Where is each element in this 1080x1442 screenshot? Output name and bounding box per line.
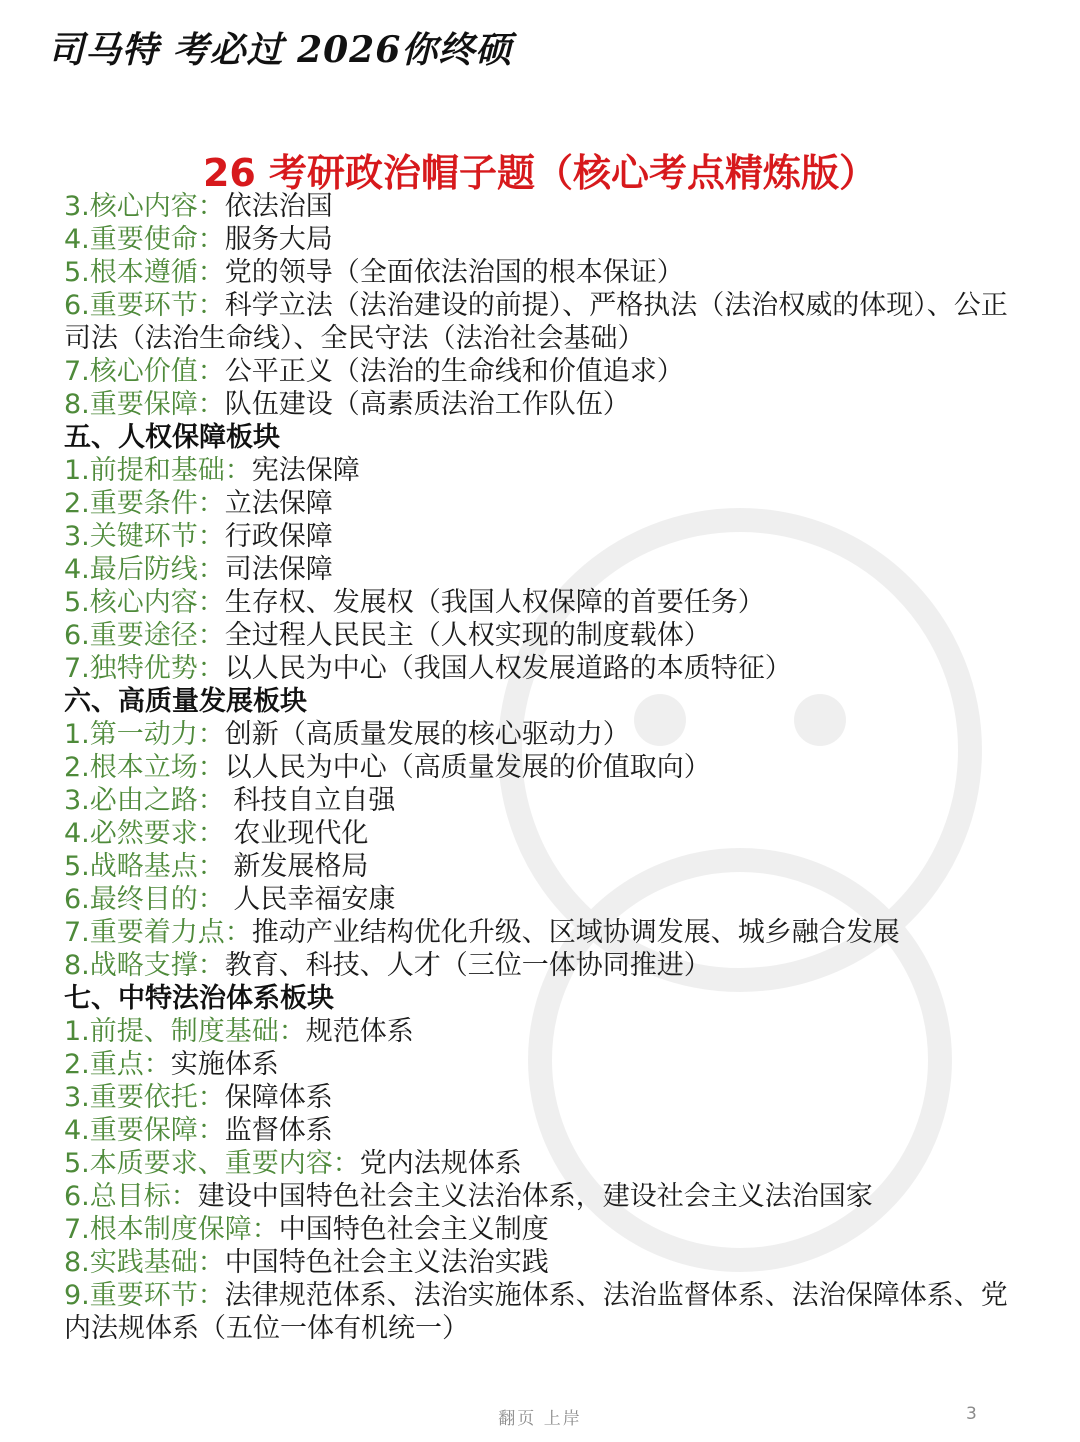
- list-item: [64, 916, 1024, 949]
- item-label: 3.核心内容：: [64, 191, 225, 222]
- item-value: 实施体系: [170, 1049, 279, 1080]
- list-item: [64, 520, 1024, 553]
- list-item: [64, 1246, 1024, 1279]
- item-label: 8.实践基础：: [64, 1247, 225, 1278]
- item-label: 1.前提、制度基础：: [64, 1016, 306, 1047]
- list-item: [64, 586, 1024, 619]
- list-item: [64, 1147, 1024, 1180]
- list-item: [64, 1114, 1024, 1147]
- item-value: 建设中国特色社会主义法治体系，建设社会主义法治国家: [197, 1181, 873, 1212]
- list-item: [64, 850, 1024, 883]
- item-value: 以人民为中心（高质量发展的价值取向）: [224, 752, 711, 783]
- item-label: 4.必然要求：: [64, 818, 225, 849]
- item-label: 3.关键环节：: [64, 521, 225, 552]
- page-title: 26 考研政治帽子题（核心考点精炼版）: [202, 151, 878, 195]
- item-value: 人民幸福安康: [224, 884, 396, 915]
- list-item: [64, 619, 1024, 652]
- list-item: [64, 487, 1024, 520]
- item-label: 4.重要使命：: [64, 224, 225, 255]
- item-value: 依法治国: [224, 191, 333, 222]
- item-value: 中国特色社会主义制度: [278, 1214, 549, 1245]
- list-item: [64, 1180, 1024, 1213]
- list-item: [64, 652, 1024, 685]
- list-item: [64, 751, 1024, 784]
- item-label: 6.总目标：: [64, 1181, 198, 1212]
- list-item: [64, 784, 1024, 817]
- item-label: 4.最后防线：: [64, 554, 225, 585]
- item-label: 6.最终目的：: [64, 884, 225, 915]
- item-label: 8.战略支撑：: [64, 950, 225, 981]
- list-item: [64, 949, 1024, 982]
- item-value: 科学立法（法治建设的前提）、严格执法（法治权威的体现）、公正司法（法治生命线）、全民守法（法治社会基础）: [64, 290, 1008, 354]
- item-value: 司法保障: [224, 554, 333, 585]
- item-label: 3.重要依托：: [64, 1082, 225, 1113]
- item-value: 推动产业结构优化升级、区域协调发展、城乡融合发展: [251, 917, 900, 948]
- item-value: 规范体系: [305, 1016, 414, 1047]
- list-item: [64, 388, 1024, 421]
- list-item: [64, 289, 1024, 355]
- list-item: [64, 718, 1024, 751]
- list-item: [64, 1213, 1024, 1246]
- item-label: 7.独特优势：: [64, 653, 225, 684]
- item-value: 中国特色社会主义法治实践: [224, 1247, 549, 1278]
- item-label: 5.战略基点：: [64, 851, 225, 882]
- item-label: 4.重要保障：: [64, 1115, 225, 1146]
- list-item: [64, 883, 1024, 916]
- section-heading: 七、中特法治体系板块: [64, 983, 334, 1014]
- item-label: 6.重要环节：: [64, 290, 225, 321]
- item-value: 党的领导（全面依法治国的根本保证）: [224, 257, 684, 288]
- item-value: 全过程人民民主（人权实现的制度载体）: [224, 620, 711, 651]
- list-item: [64, 817, 1024, 850]
- footer-nav-text: 翻页 上岸: [498, 1409, 582, 1429]
- item-label: 2.根本立场：: [64, 752, 225, 783]
- item-label: 9.重要环节：: [64, 1280, 225, 1311]
- item-value: 保障体系: [224, 1082, 333, 1113]
- list-item: [64, 454, 1024, 487]
- brand-slogan: 司马特 考必过 2026你终硕: [48, 29, 513, 71]
- item-label: 6.重要途径：: [64, 620, 225, 651]
- item-value: 科技自立自强: [224, 785, 396, 816]
- item-value: 以人民为中心（我国人权发展道路的本质特征）: [224, 653, 792, 684]
- item-value: 生存权、发展权（我国人权保障的首要任务）: [224, 587, 765, 618]
- item-value: 服务大局: [224, 224, 333, 255]
- section-heading: 六、高质量发展板块: [64, 686, 307, 717]
- item-value: 党内法规体系: [359, 1148, 522, 1179]
- list-item: [64, 553, 1024, 586]
- item-value: 创新（高质量发展的核心驱动力）: [224, 719, 630, 750]
- list-item: [64, 1081, 1024, 1114]
- item-label: 2.重要条件：: [64, 488, 225, 519]
- item-value: 公平正义（法治的生命线和价值追求）: [224, 356, 684, 387]
- item-value: 农业现代化: [224, 818, 369, 849]
- list-item: [64, 355, 1024, 388]
- section-heading: 五、人权保障板块: [64, 422, 280, 453]
- item-label: 1.第一动力：: [64, 719, 225, 750]
- content-list: [64, 190, 1024, 1345]
- item-value: 宪法保障: [251, 455, 360, 486]
- item-value: 立法保障: [224, 488, 333, 519]
- item-value: 教育、科技、人才（三位一体协同推进）: [224, 950, 711, 981]
- item-value: 法律规范体系、法治实施体系、法治监督体系、法治保障体系、党内法规体系（五位一体有机统一）: [64, 1280, 1008, 1344]
- item-label: 5.核心内容：: [64, 587, 225, 618]
- item-label: 7.重要着力点：: [64, 917, 252, 948]
- list-item: [64, 1048, 1024, 1081]
- item-value: 新发展格局: [224, 851, 369, 882]
- list-item: [64, 1015, 1024, 1048]
- page-number: 3: [966, 1404, 977, 1424]
- item-label: 5.根本遵循：: [64, 257, 225, 288]
- list-item: [64, 1279, 1024, 1345]
- item-label: 5.本质要求、重要内容：: [64, 1148, 360, 1179]
- item-value: 行政保障: [224, 521, 333, 552]
- item-label: 8.重要保障：: [64, 389, 225, 420]
- item-value: 监督体系: [224, 1115, 333, 1146]
- item-label: 7.根本制度保障：: [64, 1214, 279, 1245]
- item-value: 队伍建设（高素质法治工作队伍）: [224, 389, 630, 420]
- item-label: 1.前提和基础：: [64, 455, 252, 486]
- list-item: [64, 223, 1024, 256]
- list-item: [64, 256, 1024, 289]
- item-label: 2.重点：: [64, 1049, 171, 1080]
- item-label: 3.必由之路：: [64, 785, 225, 816]
- list-item: [64, 190, 1024, 223]
- item-label: 7.核心价值：: [64, 356, 225, 387]
